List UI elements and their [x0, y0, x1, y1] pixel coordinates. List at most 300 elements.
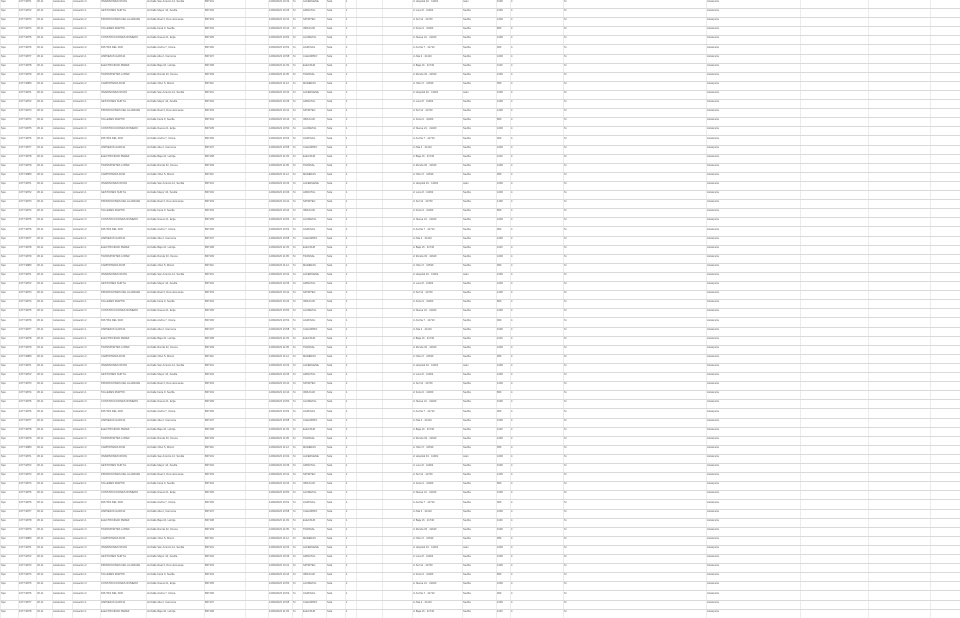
- table-cell[interactable]: Spa: [1, 400, 6, 404]
- table-cell[interactable]: Actuación 1: [73, 464, 87, 468]
- table-cell[interactable]: 1077-9878: [19, 336, 32, 340]
- table-cell[interactable]: 12/09/2023 11:05: [269, 72, 289, 76]
- table-cell[interactable]: PROMOCIONES DEL ALJARAFE: [101, 473, 141, 477]
- table-cell[interactable]: 12/09/2023 10:44: [269, 573, 290, 577]
- table-cell[interactable]: Jaén: [463, 455, 469, 458]
- table-cell[interactable]: Av/Calle Ronda 33, Osuna: [147, 72, 178, 76]
- table-cell[interactable]: B07109: [205, 527, 214, 531]
- table-cell[interactable]: B07104: [205, 391, 214, 395]
- table-cell[interactable]: Sevilla: [463, 609, 471, 613]
- table-cell[interactable]: 1077-9873: [19, 109, 32, 113]
- table-cell[interactable]: B07104: [205, 482, 214, 486]
- table-cell[interactable]: Asistencia: [707, 218, 719, 222]
- table-cell[interactable]: INDUCAR: [303, 209, 315, 213]
- table-cell[interactable]: TRANSPORTES LÓPEZ: [101, 72, 130, 76]
- table-cell[interactable]: Av/Calle Baja 16, Lebrija: [147, 609, 176, 613]
- table-cell[interactable]: Av/Calle Real 3, Dos Hermanas: [147, 473, 184, 477]
- table-cell[interactable]: 1077-9876: [19, 409, 32, 413]
- table-cell[interactable]: Sí: [293, 200, 296, 204]
- table-cell[interactable]: 4: [511, 555, 513, 559]
- table-cell[interactable]: Asistencia: [707, 382, 719, 386]
- table-cell[interactable]: Sí: [564, 72, 567, 76]
- table-cell[interactable]: Spa: [1, 445, 6, 449]
- table-cell[interactable]: 4: [511, 100, 513, 104]
- table-cell[interactable]: Actuación 3: [73, 163, 87, 167]
- table-cell[interactable]: c/ Sol 14 · 41700: [413, 291, 433, 295]
- table-cell[interactable]: ALFERGENE: [303, 455, 319, 458]
- table-cell[interactable]: Asistentes: [53, 63, 65, 67]
- table-cell[interactable]: AGROVAL: [303, 136, 316, 140]
- table-cell[interactable]: 4: [511, 109, 513, 113]
- table-cell[interactable]: Spa: [1, 309, 6, 313]
- table-cell[interactable]: 1000: [497, 327, 503, 331]
- table-cell[interactable]: 30.11: [37, 36, 44, 40]
- table-cell[interactable]: Sí: [564, 282, 567, 286]
- table-cell[interactable]: Sí: [293, 118, 296, 122]
- table-cell[interactable]: Spa: [1, 509, 6, 513]
- table-row[interactable]: [0, 364, 960, 373]
- table-cell[interactable]: Sí: [293, 600, 296, 604]
- table-cell[interactable]: Sola: [327, 36, 333, 40]
- table-cell[interactable]: 12/09/2023 10:58: [269, 327, 290, 331]
- table-cell[interactable]: Asistencia: [707, 254, 719, 258]
- table-cell[interactable]: TRANSAL: [303, 345, 315, 349]
- table-cell[interactable]: 12/09/2023 10:44: [269, 482, 290, 486]
- table-cell[interactable]: Sí: [293, 91, 296, 94]
- table-cell[interactable]: Sevilla: [463, 254, 471, 258]
- table-cell[interactable]: Av/Calle Feria 9, Sevilla: [147, 118, 175, 122]
- table-cell[interactable]: B07110: [205, 445, 214, 449]
- table-cell[interactable]: Sí: [564, 445, 567, 449]
- table-row[interactable]: [0, 300, 960, 309]
- table-cell[interactable]: Spa: [1, 0, 6, 3]
- table-cell[interactable]: Sí: [564, 600, 567, 604]
- table-cell[interactable]: 800: [497, 482, 502, 486]
- table-cell[interactable]: Asistencia: [707, 482, 719, 486]
- table-cell[interactable]: Sevilla: [463, 72, 471, 76]
- table-cell[interactable]: Sevilla: [463, 573, 471, 577]
- table-cell[interactable]: Sevilla: [463, 391, 471, 395]
- table-cell[interactable]: Sola: [327, 263, 333, 267]
- table-cell[interactable]: Asistencia: [707, 327, 719, 331]
- table-cell[interactable]: Spa: [1, 327, 6, 331]
- table-cell[interactable]: 1077-9874: [19, 482, 32, 486]
- table-cell[interactable]: Asistentes: [53, 45, 65, 49]
- table-cell[interactable]: 1077-9873: [19, 473, 32, 477]
- table-cell[interactable]: Asistencia: [707, 345, 719, 349]
- table-cell[interactable]: INDUCAR: [303, 300, 315, 304]
- table-cell[interactable]: 30.11: [37, 18, 44, 22]
- table-cell[interactable]: Sevilla: [463, 382, 471, 386]
- table-row[interactable]: [0, 18, 960, 27]
- table-cell[interactable]: CLEANPRO: [303, 600, 318, 604]
- table-row[interactable]: [0, 601, 960, 610]
- table-cell[interactable]: 1000: [497, 54, 503, 58]
- table-cell[interactable]: Spa: [1, 227, 6, 231]
- table-cell[interactable]: Asistencia: [707, 300, 719, 304]
- table-cell[interactable]: Sola: [327, 536, 333, 540]
- table-cell[interactable]: c/ Hospital 34 · 41001: [413, 546, 439, 549]
- table-cell[interactable]: Actuación 1: [73, 118, 87, 122]
- table-cell[interactable]: 4: [511, 327, 513, 331]
- table-cell[interactable]: 1000: [497, 464, 503, 468]
- table-cell[interactable]: B07105: [205, 582, 214, 586]
- table-row[interactable]: [0, 282, 960, 291]
- table-cell[interactable]: 12/09/2023 10:50: [269, 400, 290, 404]
- table-cell[interactable]: Sevilla: [463, 218, 471, 222]
- table-cell[interactable]: 950: [497, 81, 502, 85]
- table-cell[interactable]: 1077-9873: [19, 291, 32, 295]
- table-cell[interactable]: c/ Hospital 34 · 41001: [413, 182, 439, 185]
- table-cell[interactable]: Sí: [293, 9, 296, 13]
- table-cell[interactable]: c/ Ancha 7 · 41710: [413, 45, 435, 49]
- table-cell[interactable]: Sí: [293, 482, 296, 486]
- table-cell[interactable]: Sí: [564, 546, 567, 549]
- table-cell[interactable]: 30.11: [37, 254, 44, 258]
- table-row[interactable]: [0, 428, 960, 437]
- table-cell[interactable]: Sola: [327, 409, 333, 413]
- table-cell[interactable]: Spa: [1, 564, 6, 568]
- table-cell[interactable]: 1077-9872: [19, 464, 32, 468]
- table-cell[interactable]: SPORTEC: [303, 473, 316, 477]
- table-cell[interactable]: Asistentes: [53, 309, 65, 313]
- table-cell[interactable]: Actuación 1: [73, 609, 87, 613]
- table-cell[interactable]: Actuación 3: [73, 364, 87, 367]
- table-cell[interactable]: Av/Calle San Antonio 12, Sevilla: [147, 455, 185, 458]
- table-cell[interactable]: Spa: [1, 172, 6, 176]
- table-row[interactable]: [0, 173, 960, 182]
- table-cell[interactable]: Sevilla: [463, 282, 471, 286]
- table-cell[interactable]: 30.11: [37, 227, 44, 231]
- table-cell[interactable]: Sola: [327, 400, 333, 404]
- table-cell[interactable]: Sí: [564, 345, 567, 349]
- table-row[interactable]: [0, 346, 960, 355]
- table-cell[interactable]: 1: [346, 391, 348, 395]
- table-cell[interactable]: Asistentes: [53, 436, 65, 440]
- table-cell[interactable]: Spa: [1, 336, 6, 340]
- table-cell[interactable]: Av/Calle Olivo 5, Morón: [147, 263, 175, 267]
- table-cell[interactable]: Actuación 3: [73, 345, 87, 349]
- table-cell[interactable]: Spa: [1, 300, 6, 304]
- table-cell[interactable]: 1077-9877: [19, 600, 32, 604]
- table-cell[interactable]: 1: [346, 400, 348, 404]
- table-cell[interactable]: Asistencia: [707, 145, 719, 149]
- table-cell[interactable]: Spa: [1, 9, 6, 13]
- table-cell[interactable]: 12/09/2023 10:32: [269, 546, 290, 549]
- table-cell[interactable]: 1200: [497, 291, 503, 295]
- table-cell[interactable]: 1077-9879: [19, 527, 32, 531]
- table-row[interactable]: [0, 91, 960, 100]
- table-cell[interactable]: Asistencia: [707, 136, 719, 140]
- table-cell[interactable]: Asistentes: [53, 254, 65, 258]
- table-cell[interactable]: AGROVAL: [303, 227, 316, 231]
- table-cell[interactable]: Sola: [327, 81, 333, 85]
- table-cell[interactable]: Sí: [564, 373, 567, 377]
- table-cell[interactable]: Spa: [1, 391, 6, 395]
- table-cell[interactable]: Sí: [293, 582, 296, 586]
- table-cell[interactable]: TRANSPORTES LÓPEZ: [101, 345, 130, 349]
- table-cell[interactable]: 30.11: [37, 118, 44, 122]
- table-cell[interactable]: 4: [511, 81, 513, 85]
- table-cell[interactable]: AGROVAL: [303, 500, 316, 504]
- table-cell[interactable]: TRANSAL: [303, 163, 315, 167]
- table-cell[interactable]: Actuación 2: [73, 564, 87, 568]
- table-cell[interactable]: Sevilla: [463, 518, 471, 522]
- table-cell[interactable]: Spa: [1, 182, 6, 185]
- table-cell[interactable]: Sí: [293, 191, 296, 195]
- table-cell[interactable]: Sí: [293, 327, 296, 331]
- table-cell[interactable]: 1000: [497, 273, 503, 276]
- table-cell[interactable]: 30.11: [37, 464, 44, 468]
- table-cell[interactable]: GESTIONES SUR SL: [101, 100, 127, 104]
- table-cell[interactable]: 1200: [497, 473, 503, 477]
- table-cell[interactable]: Sevilla: [463, 300, 471, 304]
- table-cell[interactable]: Actuación 2: [73, 409, 87, 413]
- table-cell[interactable]: Asistentes: [53, 600, 65, 604]
- table-cell[interactable]: Actuación 2: [73, 291, 87, 295]
- table-cell[interactable]: 30.11: [37, 600, 44, 604]
- table-cell[interactable]: 12/09/2023 11:03: [269, 609, 289, 613]
- table-cell[interactable]: Spa: [1, 254, 6, 258]
- table-cell[interactable]: CARPINTERÍA RUIZ: [101, 263, 126, 267]
- table-cell[interactable]: Sí: [293, 555, 296, 559]
- table-cell[interactable]: Spa: [1, 273, 6, 276]
- table-cell[interactable]: 1077-9872: [19, 191, 32, 195]
- table-cell[interactable]: Av/Calle Ancha 7, Utrera: [147, 500, 176, 504]
- table-cell[interactable]: Sola: [327, 464, 333, 468]
- table-cell[interactable]: Spa: [1, 127, 6, 131]
- table-cell[interactable]: Sí: [293, 573, 296, 577]
- table-cell[interactable]: ELECTRICIDAD PÉREZ: [101, 245, 130, 249]
- table-cell[interactable]: Sola: [327, 63, 333, 67]
- table-row[interactable]: [0, 64, 960, 73]
- table-cell[interactable]: Asistencia: [707, 245, 719, 249]
- table-cell[interactable]: B07104: [205, 573, 214, 577]
- table-cell[interactable]: 1: [346, 582, 348, 586]
- table-cell[interactable]: Actuación 2: [73, 45, 87, 49]
- table-cell[interactable]: PROMOCIONES DEL ALJARAFE: [101, 109, 141, 113]
- table-cell[interactable]: 4: [511, 236, 513, 240]
- table-cell[interactable]: 1: [346, 427, 348, 431]
- table-cell[interactable]: B07107: [205, 327, 214, 331]
- table-cell[interactable]: Asistencia: [707, 118, 719, 122]
- table-cell[interactable]: Sí: [564, 145, 567, 149]
- table-cell[interactable]: Av/Calle Olivo 5, Morón: [147, 354, 175, 358]
- table-cell[interactable]: Asistentes: [53, 81, 65, 85]
- table-cell[interactable]: 1077-9871: [19, 273, 32, 276]
- table-cell[interactable]: Av/Calle Baja 16, Lebrija: [147, 336, 176, 340]
- table-cell[interactable]: Asistencia: [707, 600, 719, 604]
- table-cell[interactable]: Asistentes: [53, 0, 65, 3]
- table-cell[interactable]: 30.11: [37, 564, 44, 568]
- table-row[interactable]: [0, 118, 960, 127]
- table-cell[interactable]: Sola: [327, 300, 333, 304]
- table-cell[interactable]: Sí: [293, 373, 296, 377]
- table-cell[interactable]: INDUCAR: [303, 27, 315, 31]
- table-cell[interactable]: Av/Calle San Antonio 12, Sevilla: [147, 364, 185, 367]
- table-cell[interactable]: Spa: [1, 209, 6, 213]
- table-cell[interactable]: MADERAS: [303, 263, 316, 267]
- table-cell[interactable]: 12/09/2023 10:36: [269, 9, 290, 13]
- table-cell[interactable]: AMAVITAL: [303, 9, 316, 13]
- table-cell[interactable]: 4: [511, 163, 513, 167]
- table-cell[interactable]: 12/09/2023 10:36: [269, 100, 290, 104]
- table-cell[interactable]: c/ Feria 9 · 41003: [413, 209, 434, 213]
- table-cell[interactable]: Asistentes: [53, 409, 65, 413]
- table-cell[interactable]: Asistentes: [53, 27, 65, 31]
- table-cell[interactable]: INVERSIONES RIVAS: [101, 91, 128, 94]
- table-cell[interactable]: Actuación 2: [73, 18, 87, 22]
- table-cell[interactable]: B07102: [205, 100, 214, 104]
- table-cell[interactable]: 4: [511, 373, 513, 377]
- table-cell[interactable]: 1200: [497, 18, 503, 22]
- table-cell[interactable]: Sí: [564, 555, 567, 559]
- table-cell[interactable]: Av/Calle Ronda 33, Osuna: [147, 345, 178, 349]
- table-cell[interactable]: Sola: [327, 54, 333, 58]
- table-cell[interactable]: Sí: [564, 36, 567, 40]
- table-cell[interactable]: Actuación 1: [73, 418, 87, 422]
- table-cell[interactable]: CARPINTERÍA RUIZ: [101, 536, 126, 540]
- table-cell[interactable]: Sola: [327, 100, 333, 104]
- table-cell[interactable]: Spa: [1, 291, 6, 295]
- table-cell[interactable]: Sola: [327, 72, 333, 76]
- table-cell[interactable]: 1000: [497, 491, 503, 495]
- table-cell[interactable]: Sí: [564, 336, 567, 340]
- table-cell[interactable]: Av/Calle Alta 2, Carmona: [147, 418, 176, 422]
- table-cell[interactable]: 900: [497, 227, 502, 231]
- table-cell[interactable]: 12/09/2023 11:05: [269, 527, 289, 531]
- table-cell[interactable]: 4: [511, 491, 513, 495]
- table-cell[interactable]: Sí: [564, 436, 567, 440]
- table-cell[interactable]: ALUMETAL: [303, 218, 317, 222]
- table-cell[interactable]: Sí: [564, 527, 567, 531]
- table-cell[interactable]: Sola: [327, 364, 333, 367]
- table-cell[interactable]: c/ Nueva 21 · 41400: [413, 582, 437, 586]
- table-cell[interactable]: Asistentes: [53, 100, 65, 104]
- table-cell[interactable]: TRANSPORTES LÓPEZ: [101, 436, 130, 440]
- table-cell[interactable]: 1: [346, 245, 348, 249]
- table-cell[interactable]: Actuación 2: [73, 445, 87, 449]
- table-cell[interactable]: B07106: [205, 136, 214, 140]
- table-cell[interactable]: 1077-9876: [19, 136, 32, 140]
- table-cell[interactable]: Sola: [327, 282, 333, 286]
- table-cell[interactable]: Asistencia: [707, 72, 719, 76]
- table-cell[interactable]: Asistencia: [707, 582, 719, 586]
- table-cell[interactable]: 1000: [497, 527, 503, 531]
- table-cell[interactable]: 1: [346, 9, 348, 13]
- table-cell[interactable]: Asistentes: [53, 127, 65, 131]
- table-cell[interactable]: 30.11: [37, 63, 44, 67]
- table-cell[interactable]: 1077-9875: [19, 127, 32, 131]
- table-cell[interactable]: CONSTRUCCIONES ROMERO: [101, 582, 139, 586]
- table-cell[interactable]: Asistencia: [707, 536, 719, 540]
- table-cell[interactable]: B07103: [205, 473, 214, 477]
- table-cell[interactable]: Spa: [1, 191, 6, 195]
- table-cell[interactable]: B07109: [205, 163, 214, 167]
- table-cell[interactable]: Asistentes: [53, 54, 65, 58]
- table-cell[interactable]: 30.11: [37, 418, 44, 422]
- table-cell[interactable]: Sola: [327, 309, 333, 313]
- table-cell[interactable]: Actuación 1: [73, 573, 87, 577]
- table-cell[interactable]: B07102: [205, 555, 214, 559]
- table-cell[interactable]: 1: [346, 27, 348, 31]
- table-cell[interactable]: 1: [346, 227, 348, 231]
- table-cell[interactable]: Asistencia: [707, 509, 719, 513]
- table-cell[interactable]: 4: [511, 182, 513, 185]
- table-cell[interactable]: 30.11: [37, 9, 44, 13]
- table-cell[interactable]: Spa: [1, 318, 6, 322]
- table-row[interactable]: [0, 73, 960, 82]
- table-cell[interactable]: Spa: [1, 18, 6, 22]
- table-cell[interactable]: FRUTAS DEL SUR: [101, 227, 124, 231]
- table-cell[interactable]: B07108: [205, 63, 214, 67]
- table-cell[interactable]: Av/Calle San Antonio 12, Sevilla: [147, 273, 185, 276]
- table-cell[interactable]: 1077-9878: [19, 609, 32, 613]
- table-cell[interactable]: Asistencia: [707, 163, 719, 167]
- table-cell[interactable]: Sola: [327, 491, 333, 495]
- table-cell[interactable]: Spa: [1, 418, 6, 422]
- table-cell[interactable]: FRUTAS DEL SUR: [101, 318, 124, 322]
- table-cell[interactable]: Sola: [327, 600, 333, 604]
- table-cell[interactable]: 12/09/2023 10:32: [269, 364, 290, 367]
- table-cell[interactable]: Actuación 1: [73, 282, 87, 286]
- table-cell[interactable]: c/ Alta 2 · 41410: [413, 145, 432, 149]
- table-cell[interactable]: 1200: [497, 564, 503, 568]
- table-cell[interactable]: Sí: [293, 18, 296, 22]
- table-cell[interactable]: B07102: [205, 373, 214, 377]
- table-cell[interactable]: 1077-9878: [19, 245, 32, 249]
- table-cell[interactable]: Av/Calle Ancha 7, Utrera: [147, 136, 176, 140]
- table-cell[interactable]: Sevilla: [463, 109, 471, 113]
- table-cell[interactable]: 30.11: [37, 163, 44, 167]
- table-cell[interactable]: Sola: [327, 473, 333, 477]
- table-cell[interactable]: 30.11: [37, 364, 44, 367]
- table-cell[interactable]: 1000: [497, 91, 503, 94]
- table-cell[interactable]: Asistencia: [707, 427, 719, 431]
- table-cell[interactable]: Sola: [327, 227, 333, 231]
- table-cell[interactable]: 4: [511, 536, 513, 540]
- table-cell[interactable]: Sevilla: [463, 81, 471, 85]
- table-cell[interactable]: B07107: [205, 145, 214, 149]
- table-cell[interactable]: 1: [346, 473, 348, 477]
- table-cell[interactable]: Av/Calle Nueva 21, Écija: [147, 491, 176, 495]
- table-cell[interactable]: 1077-9871: [19, 455, 32, 458]
- table-cell[interactable]: 1: [346, 145, 348, 149]
- table-cell[interactable]: CLEANPRO: [303, 54, 318, 58]
- table-row[interactable]: [0, 191, 960, 200]
- table-cell[interactable]: B07109: [205, 345, 214, 349]
- table-cell[interactable]: 12/09/2023 10:50: [269, 491, 290, 495]
- table-cell[interactable]: Sí: [564, 245, 567, 249]
- table-cell[interactable]: c/ Baja 16 · 41740: [413, 245, 435, 249]
- table-cell[interactable]: 1000: [497, 36, 503, 40]
- table-cell[interactable]: 12/09/2023 10:58: [269, 54, 290, 58]
- table-cell[interactable]: Sevilla: [463, 564, 471, 568]
- table-cell[interactable]: Actuación 3: [73, 0, 87, 3]
- table-cell[interactable]: GESTIONES SUR SL: [101, 464, 127, 468]
- table-cell[interactable]: 12/09/2023 11:12: [269, 172, 289, 176]
- table-cell[interactable]: 12/09/2023 10:52: [269, 409, 290, 413]
- table-cell[interactable]: Sí: [293, 546, 296, 549]
- table-cell[interactable]: 4: [511, 145, 513, 149]
- table-cell[interactable]: Actuación 2: [73, 263, 87, 267]
- table-cell[interactable]: Spa: [1, 36, 6, 40]
- table-cell[interactable]: c/ Ancha 7 · 41710: [413, 136, 435, 140]
- table-cell[interactable]: LIMPIEZAS GARCÍA: [101, 327, 126, 331]
- table-cell[interactable]: Spa: [1, 109, 6, 113]
- table-cell[interactable]: 1077-9878: [19, 427, 32, 431]
- table-cell[interactable]: Asistencia: [707, 518, 719, 522]
